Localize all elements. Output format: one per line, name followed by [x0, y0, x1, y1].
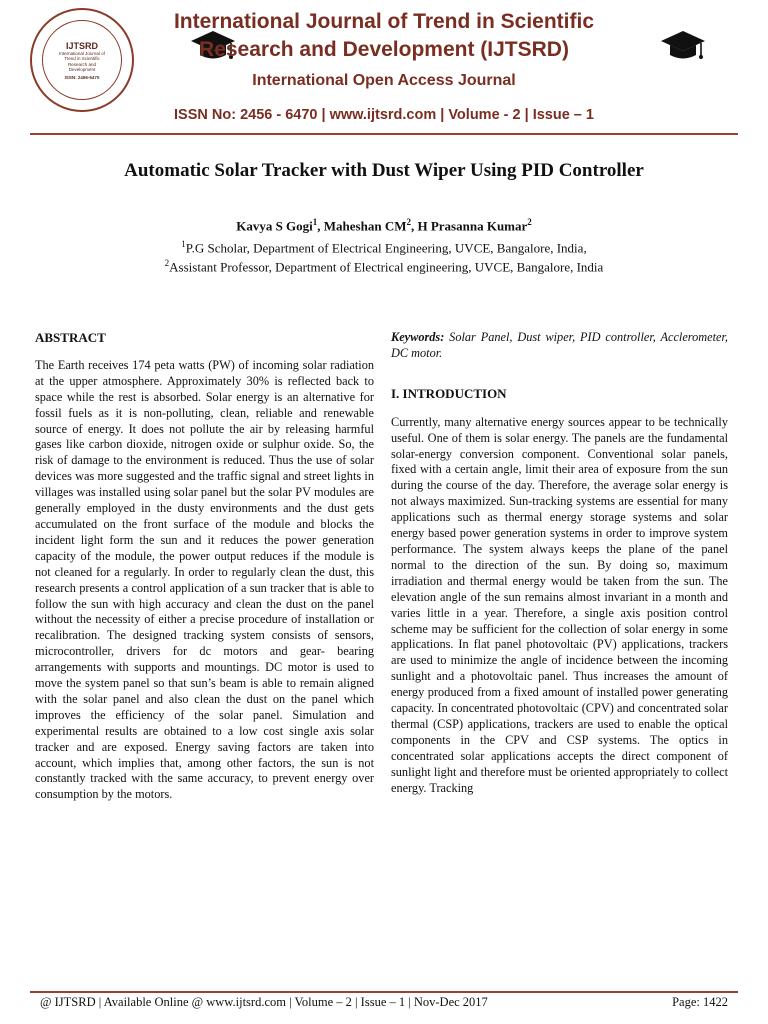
journal-title-line: Research and Development (IJTSRD): [199, 38, 569, 61]
keywords: [391, 330, 728, 362]
author-sup: 2: [527, 217, 532, 227]
seal-line: Trend in Scientific: [64, 56, 100, 61]
paper-title: Automatic Solar Tracker with Dust Wiper Using PID Controller: [124, 160, 644, 181]
right-column: [391, 330, 728, 796]
seal-name: IJTSRD: [65, 40, 98, 51]
page-number: Page: 1422: [672, 995, 728, 1009]
footer-divider: [30, 991, 738, 993]
graduation-cap-icon: [660, 28, 706, 64]
seal-line: Research and: [67, 61, 97, 67]
issn-volume-line: ISSN No: 2456 - 6470 | www.ijtsrd.com | Volume - 2 | Issue – 1: [174, 107, 594, 123]
author-name: Kavya S Gogi: [236, 218, 313, 234]
author-list: [30, 217, 738, 234]
affiliation-text: Assistant Professor, Department of Electrical engineering, UVCE, Bangalore, India: [169, 259, 604, 275]
author-sup: 2: [406, 217, 411, 227]
keywords-label: Keywords:: [391, 330, 445, 344]
seal-line: Development: [68, 67, 96, 72]
author-separator: ,: [317, 218, 324, 234]
author-name: H Prasanna Kumar: [417, 218, 528, 234]
affiliation-sup: 1: [181, 239, 186, 249]
seal-line: International Journal of: [59, 50, 105, 56]
journal-subtitle: International Open Access Journal: [252, 72, 516, 89]
left-column: [35, 330, 374, 803]
author-sup: 1: [312, 217, 318, 227]
affiliation-text: P.G Scholar, Department of Electrical Engineering, UVCE, Bangalore, India,: [185, 240, 587, 256]
seal-issn: ISSN: 2456-6470: [64, 74, 100, 80]
footer-citation: @ IJTSRD | Available Online @ www.ijtsrd.com | Volume – 2 | Issue – 1 | Nov-Dec 2017: [40, 995, 488, 1009]
journal-header: [0, 0, 768, 135]
seal-inner: [42, 20, 122, 100]
abstract-heading: ABSTRACT: [35, 330, 106, 345]
author-name: Maheshan CM: [323, 218, 407, 234]
author-separator: ,: [410, 218, 418, 234]
affiliation: [30, 258, 738, 275]
introduction-text: Currently, many alternative energy sources appear to be technically useful. One of them is solar energy. The panels are the fundamental solar-energy conversion component. Conventional solar panels, fixed with a certain angle, limit their area of exposure from the sun during the course of the day. Therefore, the average solar energy is not always maximized. Sun-tracking systems are essential for many applications such as thermal energy storage systems and solar energy based power generation systems in order to improve system performance. The system always keeps the plane of the panel normal to the direction of the sun. By doing so, maximum irradiation and thermal energy would be taken from the sun. The elevation angle of the sun remains almost invariant in a month and varies little in a year. Therefore, a single axis position control scheme may be sufficient for the collection of solar energy in some applications. In flat panel photovoltaic (PV) applications, trackers are used to minimize the angle of incidence between the incoming sunlight and a photovoltaic panel. Thus increases the amount of energy produced from a fixed amount of installed power generating capacity. In concentrated photovoltaic (CPV) and concentrated solar thermal (CSP) applications, trackers are used to enable the optical components in the CPV and CSP systems. The optics in concentrated solar applications accepts the direct component of sunlight light and therefore must be oriented appropriately to collect energy. Tracking: [391, 414, 728, 795]
page-footer: [40, 995, 728, 1010]
affiliation-sup: 2: [164, 258, 170, 268]
journal-seal-logo: [30, 8, 134, 112]
introduction-heading: I. INTRODUCTION: [391, 385, 507, 401]
header-divider: [30, 133, 738, 135]
affiliation: [30, 239, 738, 256]
journal-title: [150, 8, 618, 64]
abstract-text: The Earth receives 174 peta watts (PW) of incoming solar radiation at the upper atmosphere. Approximately 30% is reflected back to space while the rest is absorbed. Solar energy is an alternative for fossil fuels as it is non-polluting, clean, reliable and renewable source of energy. It does not pollute the air by releasing harmful gases like carbon dioxide, nitrogen oxide or sulphur oxide. So, the risk of damage to the environment is reduced. Thus the use of solar devices was more suggested and the traffic signal and street lights in villages was installed using solar panel but the solar PV modules are generally employed in the dusty environments and the dust gets accumulated on the front surface of the module and blocks the incident light form the sun and it reduces the power generation capacity of the module, the power output reduces if the module is not cleaned for a regularly. In order to regularly clean the dust, this research presents a control application of a sun tracker that is able to follow the sun with high accuracy and clean the dust on the panel without the necessity of either a precise procedure of installation or recalibration. The designed tracking system consists of sensors, microcontroller, drivers for dc motors and gear- bearing arrangements with supports and mountings. DC motor is used to move the system panel so that sun’s beam is able to remain aligned with the solar panel and also clean the dust on the panel which improves the efficiency of the solar panel. Simulation and experimental results are obtained to a low cost single axis solar tracker and are exposed. Energy saving factors are taken into account, which implies that, among other factors, the sun is not constantly tracked with the same accuracy, to prevent energy over consumption by the motors.: [35, 357, 374, 802]
keywords-text: Solar Panel, Dust wiper, PID controller, Acclerometer, DC motor.: [391, 330, 728, 360]
journal-title-line: International Journal of Trend in Scientific: [173, 10, 595, 33]
